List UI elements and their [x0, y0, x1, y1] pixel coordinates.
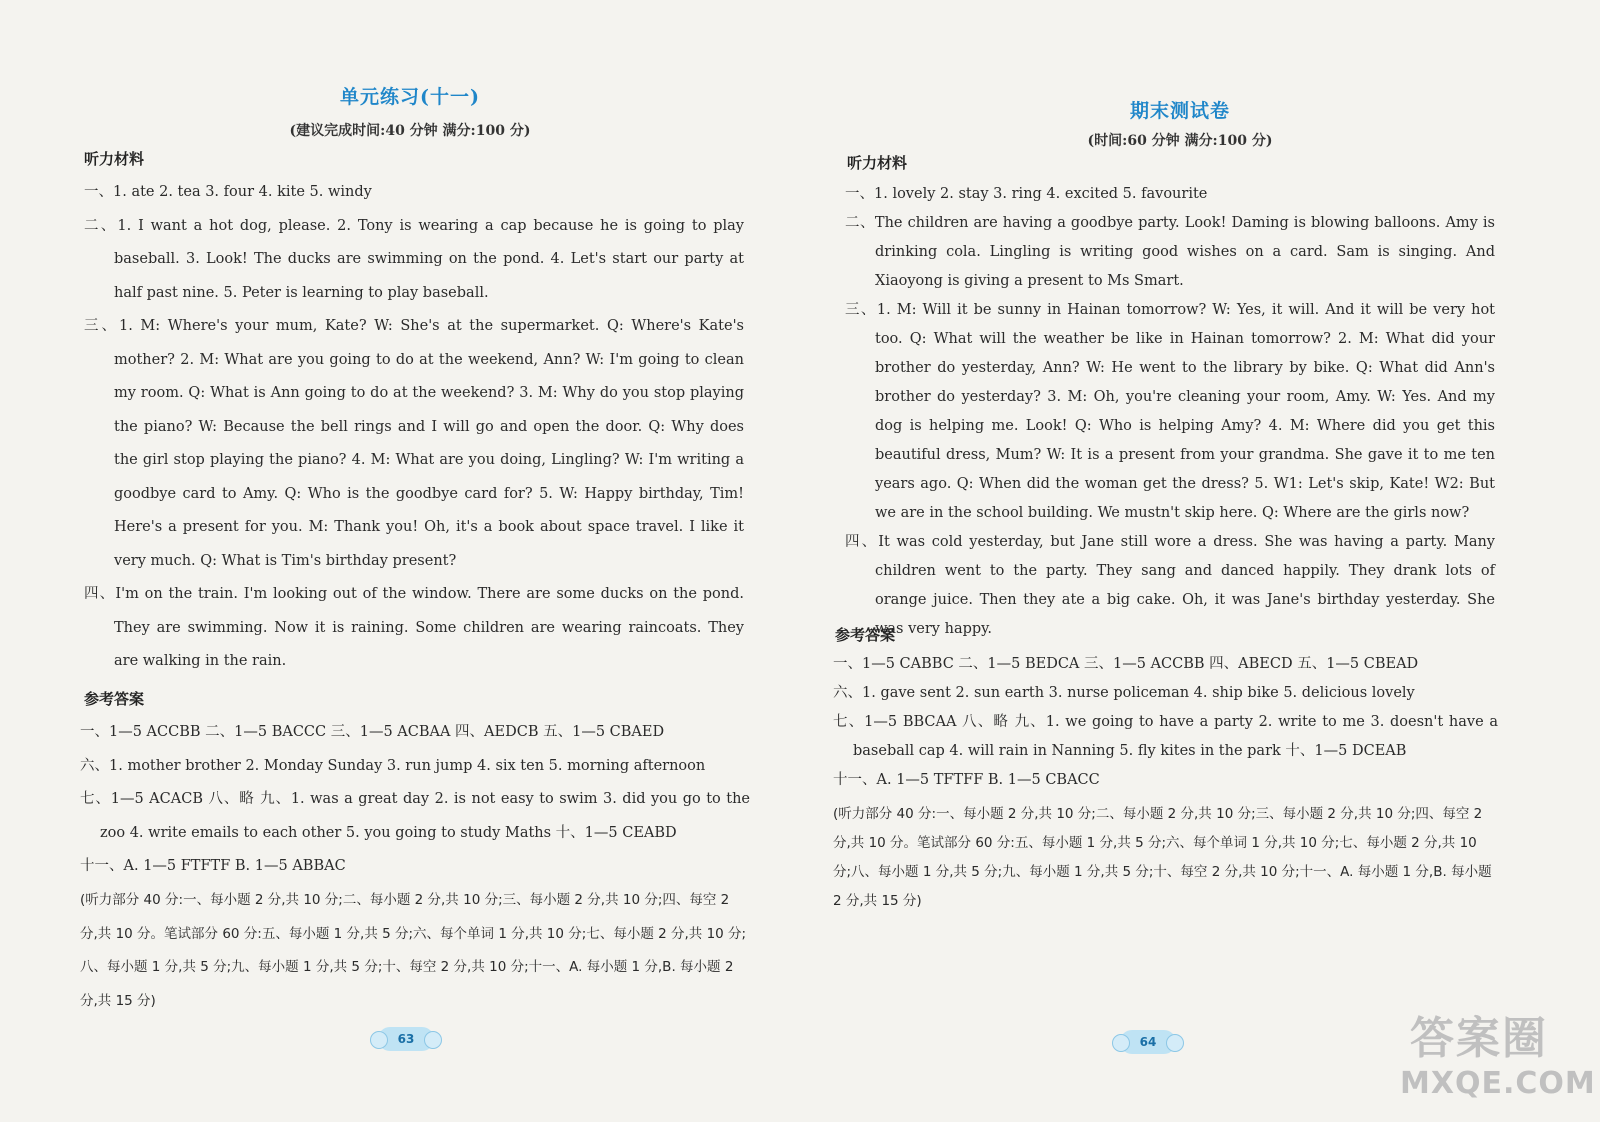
answer-line: 七、1—5 ACACB 八、略 九、1. was a great day 2. is not easy to swim 3. did you go to the zoo 4. write emails to each other 5. you going to study Maths 十、1—5 CEABD [80, 791, 750, 841]
page-title: 单元练习(十一) [340, 86, 480, 108]
listening-part-3: 三、1. M: Where's your mum, Kate? W: She's at the supermarket. Q: Where's Kate's mother? 2. M: What are you going to do at the weekend, Ann? W: I'm going to clean my room. Q: What is Ann going to do at the weekend? 3. M: Why do you stop playing the piano? W: Because the bell rings and I will go and open the door. Q: Why does the girl stop playing the piano? 4. M: What are you doing, Lingling? W: I'm writing a goodbye card to Amy. Q: Who is the goodbye card for? 5. W: Happy birthday, Tim! Here's a present for you. M: Thank you! Oh, it's a book about space travel. I like it very much. Q: What is Tim's birthday present? [84, 318, 744, 569]
listening-text [84, 176, 744, 679]
listening-part-4: 四、I'm on the train. I'm looking out of the window. There are some ducks on the pond. They are swimming. Now it is raining. Some children are wearing raincoats. They are walking in the rain. [84, 586, 744, 669]
score-note: (听力部分 40 分:一、每小题 2 分,共 10 分;二、每小题 2 分,共 10 分;三、每小题 2 分,共 10 分;四、每空 2 分,共 10 分。笔试部分 60 分:五、每小题 1 分,共 5 分;六、每个单词 1 分,共 10 分;七、每小题 2 分,共 10 分;八、每小题 1 分,共 5 分;九、每小题 1 分,共 5 分;十、每空 2 分,共 10 分;十一、A. 每小题 1 分,B. 每小题 2 分,共 15 分) [80, 892, 747, 1009]
page-title: 期末测试卷 [1129, 100, 1230, 122]
answer-line: 六、1. mother brother 2. Monday Sunday 3. run jump 4. six ten 5. morning afternoon [80, 757, 706, 774]
score-note: (听力部分 40 分:一、每小题 2 分,共 10 分;二、每小题 2 分,共 10 分;三、每小题 2 分,共 10 分;四、每空 2 分,共 10 分。笔试部分 60 分:五、每小题 1 分,共 5 分;六、每个单词 1 分,共 10 分;七、每小题 2 分,共 10 分;八、每小题 1 分,共 5 分;九、每小题 1 分,共 5 分;十、每空 2 分,共 10 分;十一、A. 每小题 1 分,B. 每小题 2 分,共 15 分) [833, 806, 1492, 909]
answers-heading: 参考答案 [84, 690, 145, 708]
left-page [60, 0, 760, 1122]
answer-line: 六、1. gave sent 2. sun earth 3. nurse policeman 4. ship bike 5. delicious lovely [833, 685, 1415, 701]
answer-line: 十一、A. 1—5 FTFTF B. 1—5 ABBAC [80, 858, 346, 874]
listening-part-2: 二、1. I want a hot dog, please. 2. Tony is wearing a cap because he is going to play baseball. 3. Look! The ducks are swimming on the pond. 4. Let's start our party at half past nine. 5. Peter is learning to play baseball. [84, 217, 744, 301]
watermark-url: MXQE.COM [1400, 1066, 1596, 1101]
listening-text [845, 180, 1495, 644]
answer-line: 七、1—5 BBCAA 八、略 九、1. we going to have a party 2. write to me 3. doesn't have a baseball cap 4. will rain in Nanning 5. fly kites in the park 十、1—5 DCEAB [833, 714, 1498, 759]
page-number: 63 [378, 1027, 434, 1051]
listening-part-4: 四、It was cold yesterday, but Jane still wore a dress. She was having a party. Many children went to the party. They sang and danced happily. They drank lots of orange juice. Then they ate a big cake. Oh, it was Jane's birthday yesterday. She was very happy. [845, 534, 1495, 637]
listening-part-1: 一、1. lovely 2. stay 3. ring 4. excited 5. favourite [845, 186, 1208, 202]
site-watermark [1400, 1002, 1596, 1112]
answers-text [80, 716, 750, 884]
listening-heading: 听力材料 [847, 154, 908, 172]
page-number: 64 [1120, 1030, 1176, 1054]
page-subtitle: (时间:60 分钟 满分:100 分) [1087, 133, 1273, 149]
answer-line: 一、1—5 ACCBB 二、1—5 BACCC 三、1—5 ACBAA 四、AEDCB 五、1—5 CBAED [80, 724, 665, 740]
watermark-logo-text: 答案圈 [1410, 1013, 1548, 1064]
listening-heading: 听力材料 [84, 150, 145, 168]
listening-part-1: 一、1. ate 2. tea 3. four 4. kite 5. windy [84, 184, 372, 200]
listening-part-3: 三、1. M: Will it be sunny in Hainan tomorrow? W: Yes, it will. And it will be very hot too. Q: What will the weather be like in Hainan tomorrow? 2. M: What did your brother do yesterday, Ann? W: He went to the library by bike. Q: What did Ann's brother do yesterday? 3. M: Oh, you're cleaning your room, Amy. W: Yes. And my dog is helping me. Look! Q: Who is helping Amy? 4. M: Where did you get this beautiful dress, Mum? W: It is a present from your grandma. She gave it to me ten years ago. Q: When did the woman get the dress? 5. W1: Let's skip, Kate! W2: But we are in the school building. We mustn't skip here. Q: Where are the girls now? [845, 302, 1495, 521]
right-page [833, 0, 1515, 1122]
page-subtitle: (建议完成时间:40 分钟 满分:100 分) [289, 123, 531, 139]
answer-line: 十一、A. 1—5 TFTFF B. 1—5 CBACC [833, 772, 1100, 788]
answers-text [833, 650, 1498, 795]
answer-line: 一、1—5 CABBC 二、1—5 BEDCA 三、1—5 ACCBB 四、ABECD 五、1—5 CBEAD [833, 656, 1419, 672]
answers-heading: 参考答案 [835, 626, 896, 644]
listening-part-2: 二、The children are having a goodbye party. Look! Daming is blowing balloons. Amy is drinking cola. Lingling is writing good wishes on a card. Sam is singing. And Xiaoyong is giving a present to Ms Smart. [845, 215, 1495, 289]
